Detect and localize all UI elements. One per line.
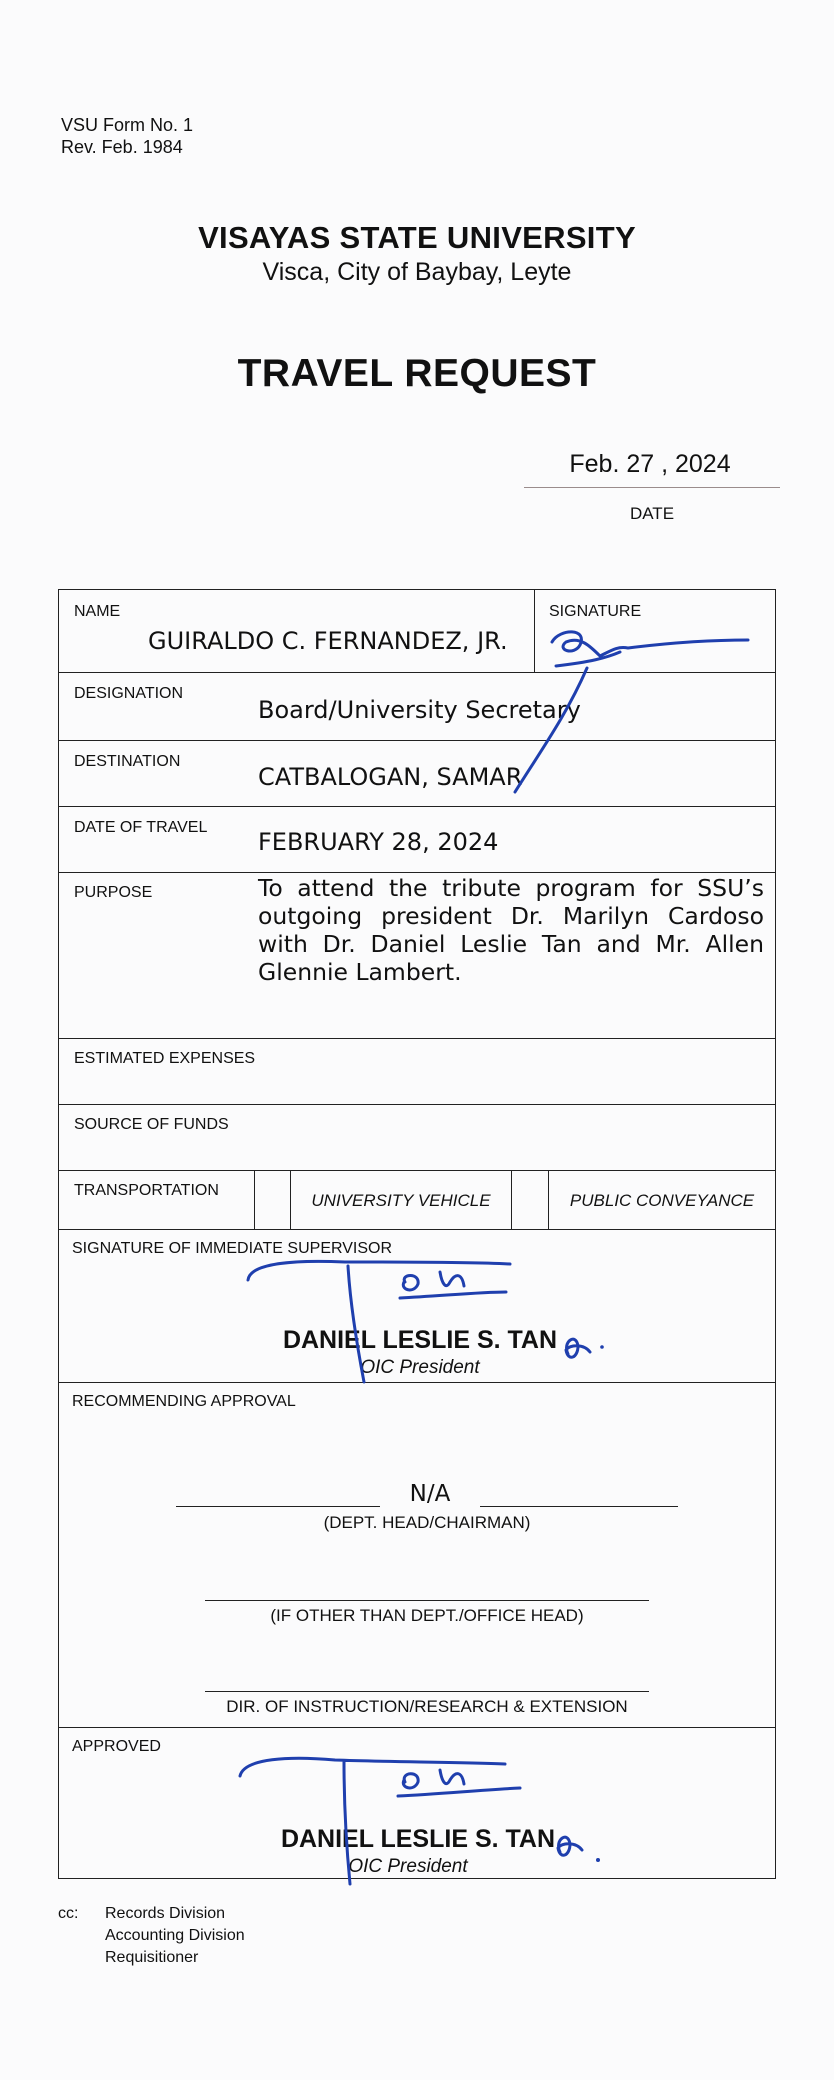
approver-position: OIC President	[348, 1856, 468, 1877]
cc-item: Requisitioner	[105, 1949, 199, 1966]
transportation-label: TRANSPORTATION	[74, 1182, 219, 1199]
date-of-travel-label: DATE OF TRAVEL	[74, 819, 208, 836]
form-title: TRAVEL REQUEST	[237, 352, 597, 395]
designation-label: DESIGNATION	[74, 685, 184, 702]
source-of-funds-label: SOURCE OF FUNDS	[74, 1116, 229, 1133]
cc-label: cc:	[58, 1905, 79, 1922]
approver-signature	[240, 1758, 520, 1884]
supervisor-signature	[248, 1261, 510, 1382]
estimated-expenses-label: ESTIMATED EXPENSES	[74, 1050, 256, 1067]
approver-name: DANIEL LESLIE S. TAN	[280, 1825, 556, 1853]
director-label: DIR. OF INSTRUCTION/RESEARCH & EXTENSION	[226, 1697, 628, 1716]
supervisor-position: OIC President	[360, 1357, 480, 1378]
supervisor-label: SIGNATURE OF IMMEDIATE SUPERVISOR	[72, 1240, 393, 1257]
cc-item: Accounting Division	[105, 1927, 245, 1944]
dept-head-value: N/A	[380, 1481, 480, 1507]
university-name: VISAYAS STATE UNIVERSITY	[198, 220, 636, 255]
name-label: NAME	[74, 603, 121, 620]
name-value: GUIRALDO C. FERNANDEZ, JR.	[148, 627, 508, 655]
transport-option-public-conveyance: PUBLIC CONVEYANCE	[569, 1191, 755, 1210]
university-address: Visca, City of Baybay, Leyte	[262, 258, 572, 286]
ink-dot	[596, 1858, 600, 1862]
applicant-signature	[515, 632, 748, 792]
purpose-label: PURPOSE	[74, 884, 153, 901]
cc-item: Records Division	[105, 1905, 226, 1922]
supervisor-initial	[566, 1339, 590, 1357]
transport-option-university-vehicle: UNIVERSITY VEHICLE	[311, 1191, 491, 1210]
ink-dot	[600, 1345, 604, 1349]
signature-label: SIGNATURE	[549, 603, 642, 620]
office-head-label: (IF OTHER THAN DEPT./OFFICE HEAD)	[270, 1606, 584, 1625]
purpose-value: To attend the tribute program for SSU’s outgoing president Dr. Marilyn Cardoso with Dr. Daniel Leslie Tan and Mr. Allen Glennie Lambert.	[258, 874, 764, 986]
approved-label: APPROVED	[72, 1738, 161, 1755]
date-value: Feb. 27 , 2024	[569, 450, 731, 478]
date-label: DATE	[629, 504, 675, 523]
designation-value: Board/University Secretary	[258, 696, 581, 724]
destination-label: DESTINATION	[74, 753, 181, 770]
recommending-approval-label: RECOMMENDING APPROVAL	[72, 1393, 296, 1410]
supervisor-name: DANIEL LESLIE S. TAN	[282, 1326, 558, 1354]
form-number: VSU Form No. 1	[61, 115, 194, 135]
approver-initial	[558, 1837, 582, 1855]
dept-head-label: (DEPT. HEAD/CHAIRMAN)	[323, 1513, 531, 1532]
date-of-travel-value: FEBRUARY 28, 2024	[258, 828, 499, 856]
destination-value: CATBALOGAN, SAMAR	[258, 763, 523, 791]
form-revision: Rev. Feb. 1984	[61, 137, 183, 157]
